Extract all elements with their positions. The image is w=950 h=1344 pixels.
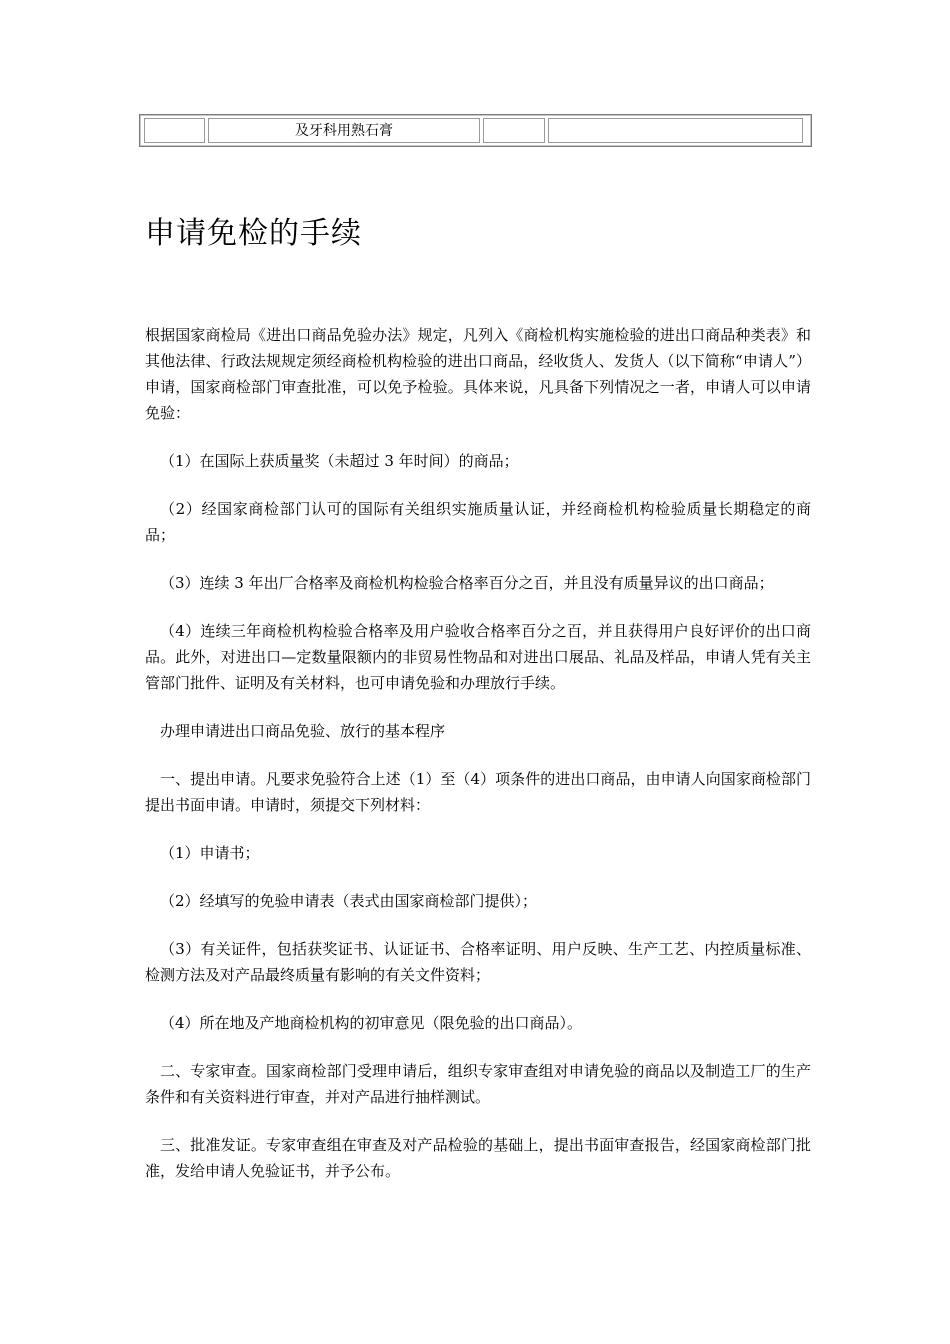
paragraph-step-2: 二、专家审查。国家商检部门受理申请后，组织专家审查组对申请免验的商品以及制造工厂的生产条件和有关资料进行审查，并对产品进行抽样测试。 <box>145 1062 811 1106</box>
paragraph-material-2: （2）经填写的免验申请表（表式由国家商检部门提供）； <box>160 892 538 910</box>
paragraph-condition-1: （1）在国际上获质量奖（未超过 3 年时间）的商品； <box>160 452 519 470</box>
paragraph-material-1: （1）申请书； <box>160 844 260 862</box>
paragraph-material-4: （4）所在地及产地商检机构的初审意见（限免验的出口商品）。 <box>160 1014 583 1032</box>
page-title: 申请免检的手续 <box>145 216 362 251</box>
paragraph-step-3: 三、批准发证。专家审查组在审查及对产品检验的基础上，提出书面审查报告，经国家商检部门批准，发给申请人免验证书，并予公布。 <box>145 1136 811 1180</box>
paragraph-condition-3: （3）连续 3 年出厂合格率及商检机构检验合格率百分之百，并且没有质量异议的出口商品； <box>160 574 774 592</box>
table-cell-1 <box>144 118 205 143</box>
document-body <box>145 322 811 1206</box>
table-cell-3 <box>483 118 545 143</box>
section-heading-procedure: 办理申请进出口商品免验、放行的基本程序 <box>160 722 446 740</box>
paragraph-condition-2: （2）经国家商检部门认可的国际有关组织实施质量认证，并经商检机构检验质量长期稳定的商品； <box>145 500 811 544</box>
table-cell-2: 及牙科用熟石膏 <box>208 118 480 143</box>
paragraph-condition-4: （4）连续三年商检机构检验合格率及用户验收合格率百分之百，并且获得用户良好评价的出口商品。此外，对进出口—定数量限额内的非贸易性物品和对进出口展品、礼品及样品，申请人凭有关主管部门批件、证明及有关材料，也可申请免验和办理放行手续。 <box>145 622 811 692</box>
paragraph-intro: 根据国家商检局《进出口商品免验办法》规定，凡列入《商检机构实施检验的进出口商品种类表》和其他法律、行政法规规定须经商检机构检验的进出口商品，经收货人、发货人（以下简称“申请人”）申请，国家商检部门审查批准，可以免予检验。具体来说，凡具备下列情况之一者，申请人可以申请免验： <box>145 326 811 422</box>
table-fragment <box>139 114 812 147</box>
paragraph-step-1: 一、提出申请。凡要求免验符合上述（1）至（4）项条件的进出口商品，由申请人向国家商检部门提出书面申请。申请时，须提交下列材料： <box>145 770 811 814</box>
paragraph-material-3: （3）有关证件，包括获奖证书、认证证书、合格率证明、用户反映、生产工艺、内控质量标准、检测方法及对产品最终质量有影响的有关文件资料； <box>145 940 811 984</box>
table-cell-4 <box>548 118 803 143</box>
